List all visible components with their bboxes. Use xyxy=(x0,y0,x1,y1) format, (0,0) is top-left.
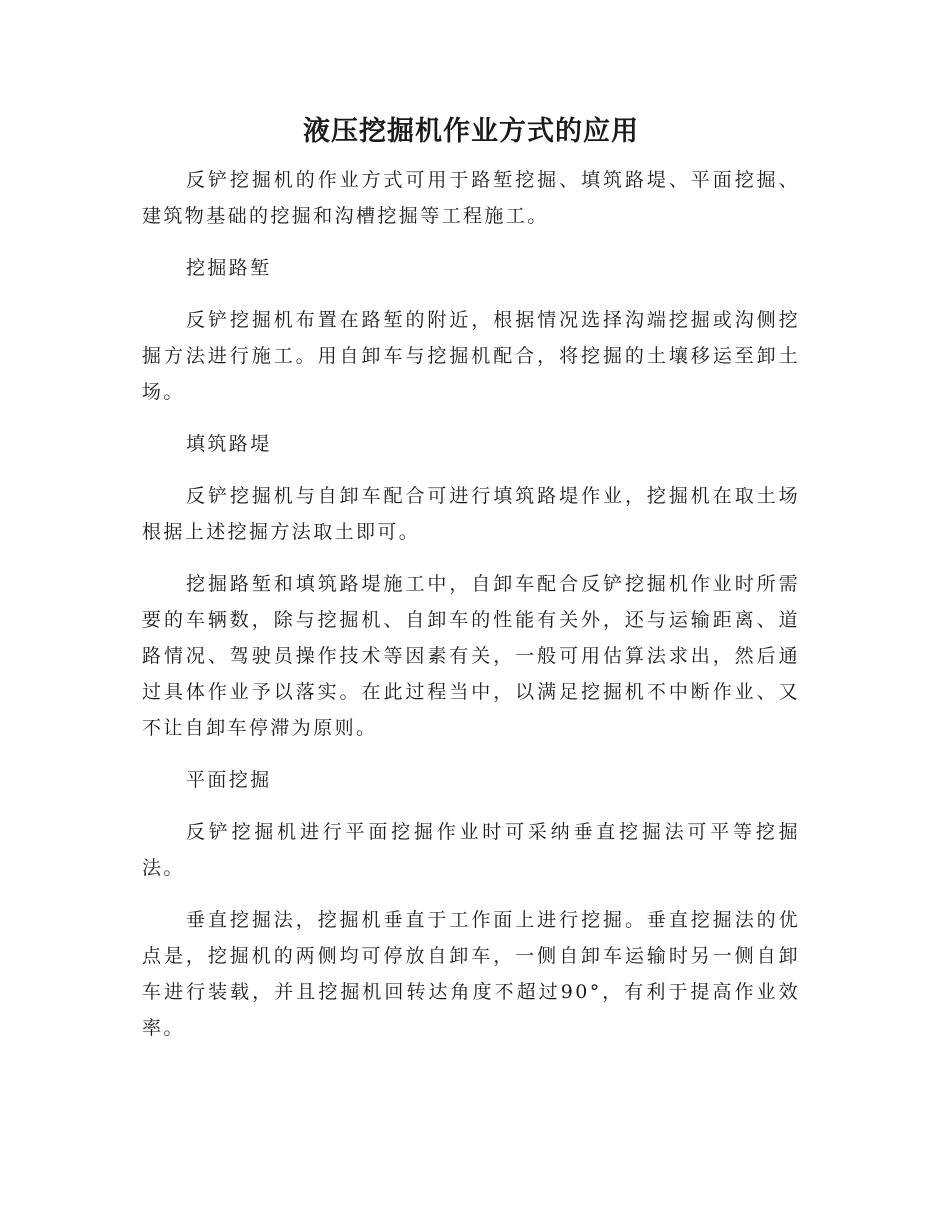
truck-count-paragraph: 挖掘路堑和填筑路堤施工中，自卸车配合反铲挖掘机作业时所需要的车辆数，除与挖掘机、自卸车的性能有关外，还与运输距离、道路情况、驾驶员操作技术等因素有关，一般可用估算法求出，然后通过具体作业予以落实。在此过程当中，以满足挖掘机不中断作业、又不让自卸车停滞为原则。 xyxy=(142,573,800,739)
page-title: 液压挖掘机作业方式的应用 xyxy=(303,116,639,147)
cutting-paragraph: 反铲挖掘机布置在路堑的附近，根据情况选择沟端挖掘或沟侧挖掘方法进行施工。用自卸车与挖掘机配合，将挖掘的土壤移运至卸土场。 xyxy=(142,309,800,403)
document-body xyxy=(142,112,800,1062)
section-heading-embankment: 填筑路堤 xyxy=(186,433,272,455)
intro-paragraph: 反铲挖掘机的作业方式可用于路堑挖掘、填筑路堤、平面挖掘、建筑物基础的挖掘和沟槽挖掘等工程施工。 xyxy=(142,169,800,227)
vertical-method-paragraph: 垂直挖掘法，挖掘机垂直于工作面上进行挖掘。垂直挖掘法的优点是，挖掘机的两侧均可停放自卸车，一侧自卸车运输时另一侧自卸车进行装载，并且挖掘机回转达角度不超过90°，有利于提高作业效率。 xyxy=(142,909,800,1039)
embankment-paragraph: 反铲挖掘机与自卸车配合可进行填筑路堤作业，挖掘机在取土场根据上述挖掘方法取土即可。 xyxy=(142,485,800,543)
flat-paragraph: 反铲挖掘机进行平面挖掘作业时可采纳垂直挖掘法可平等挖掘法。 xyxy=(142,821,800,879)
section-heading-cutting: 挖掘路堑 xyxy=(186,257,272,279)
section-heading-flat: 平面挖掘 xyxy=(186,769,272,791)
